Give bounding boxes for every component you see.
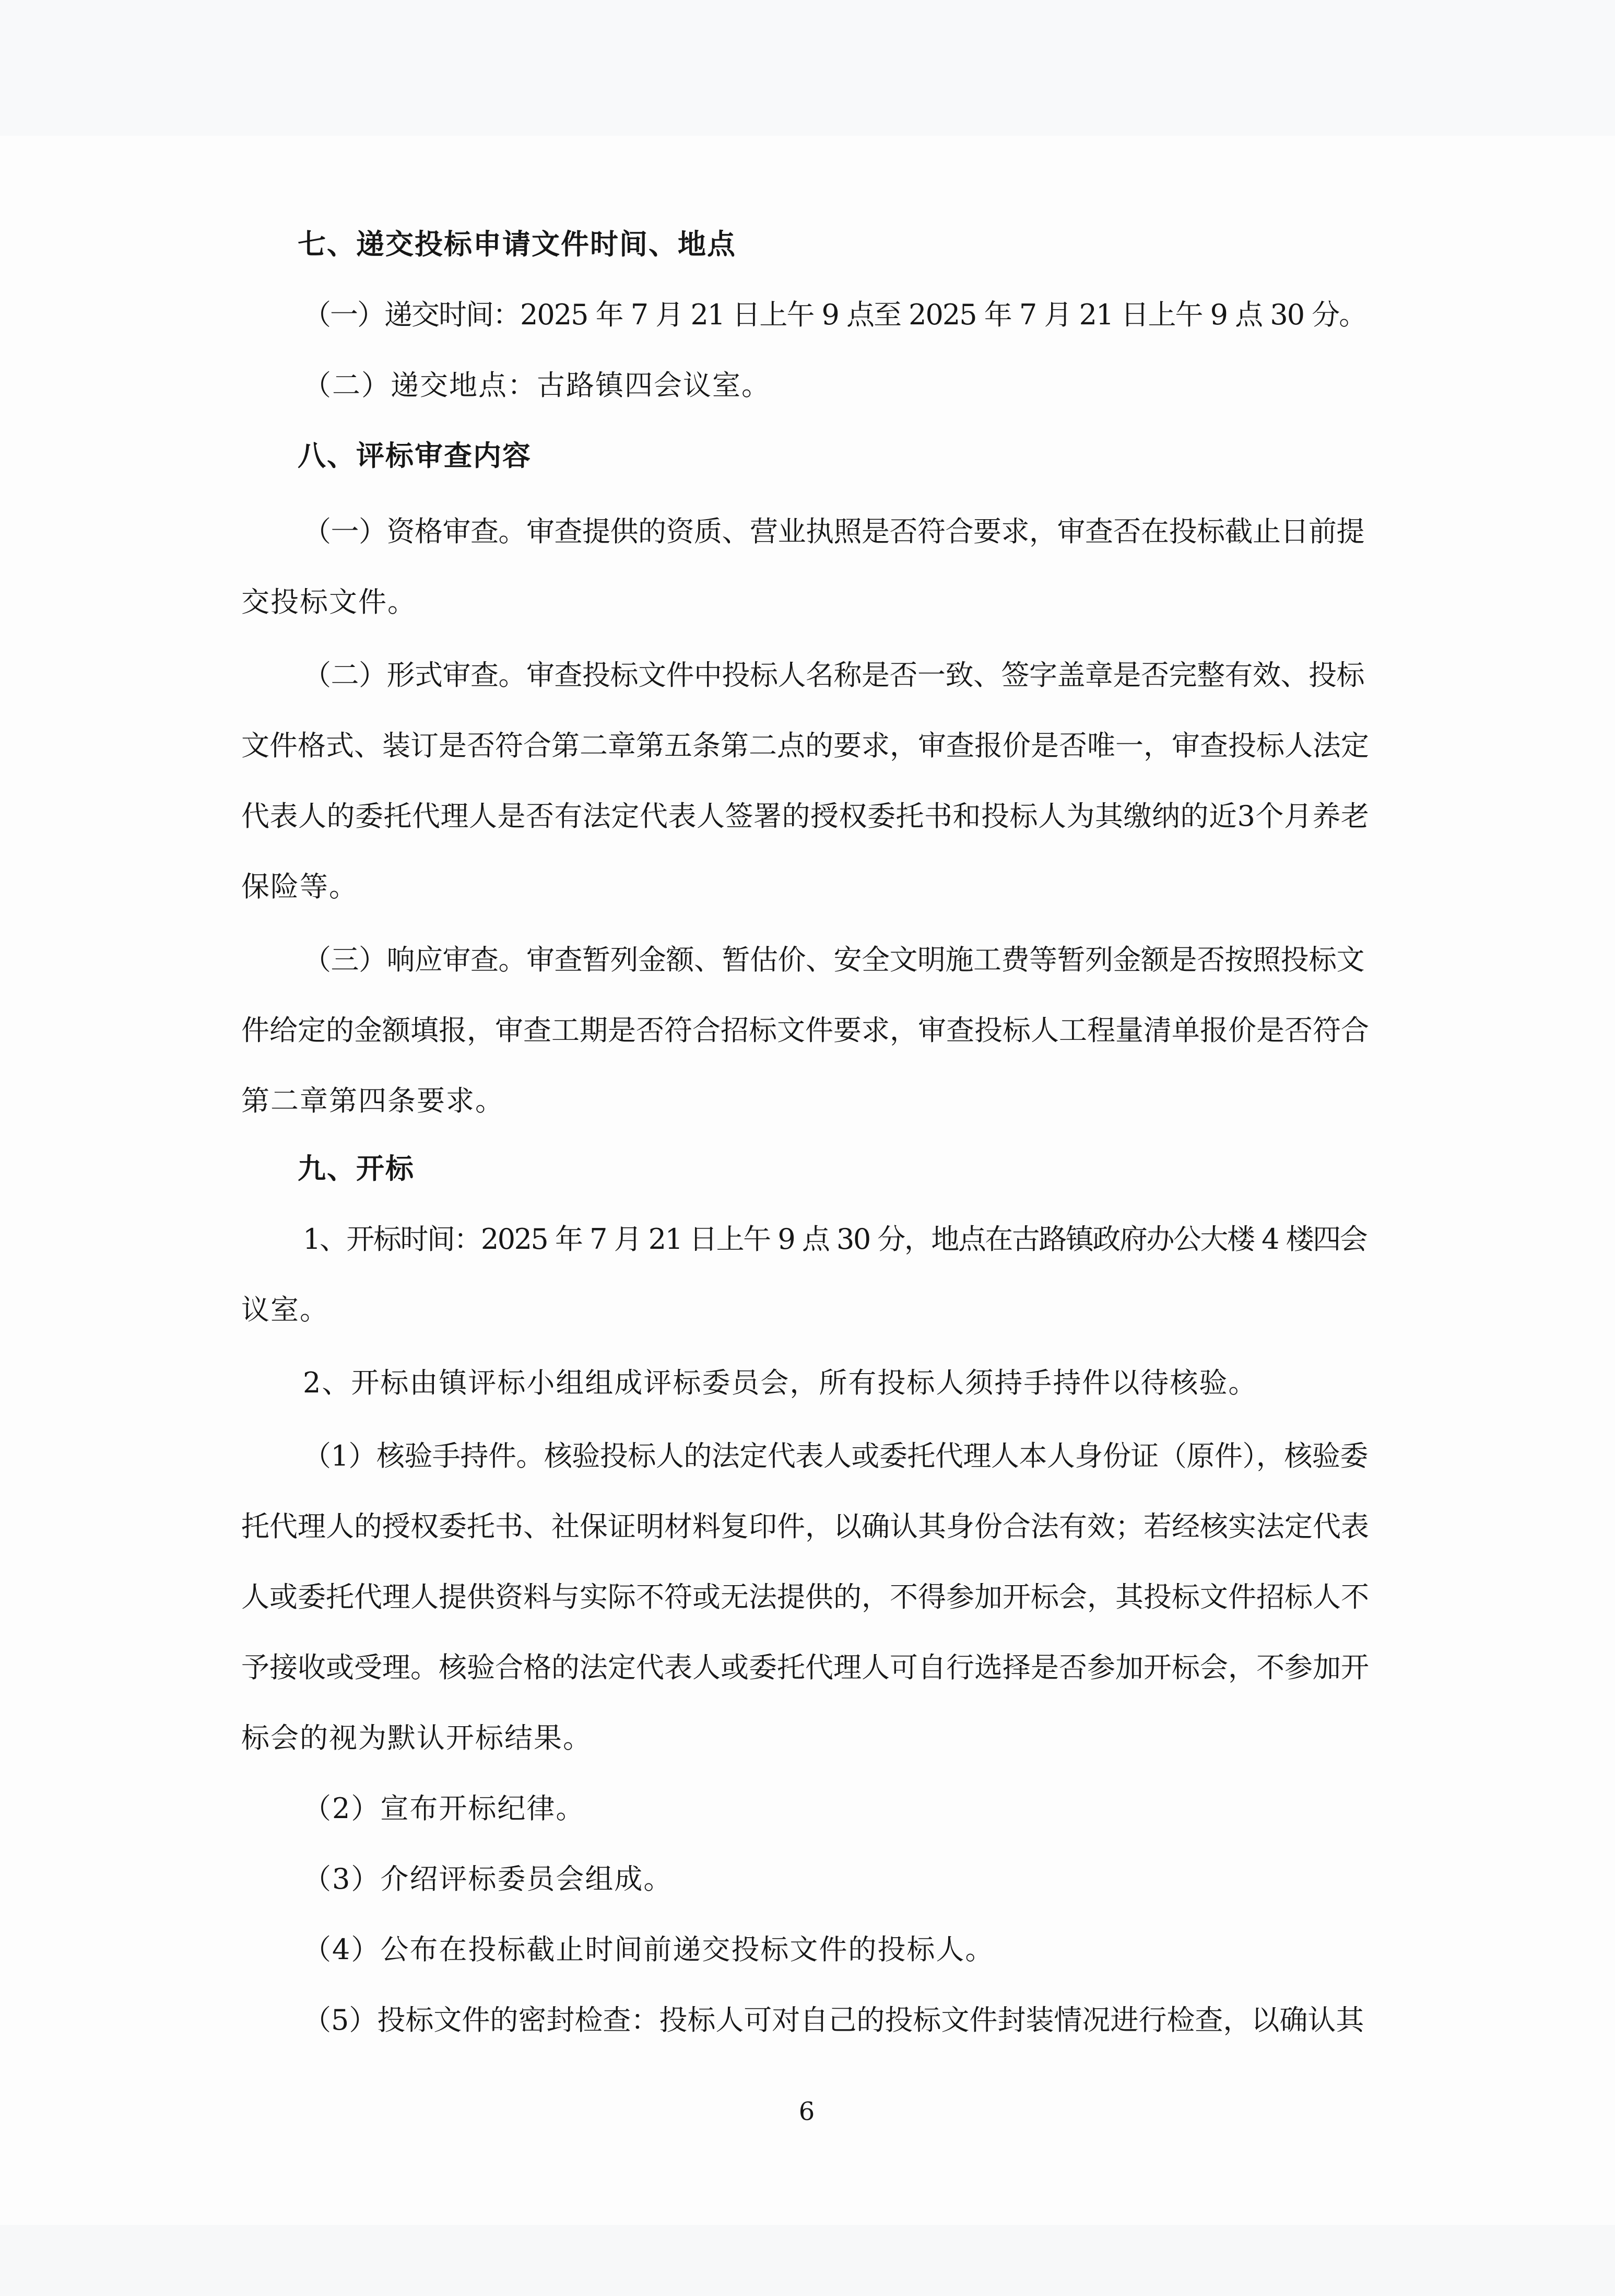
paragraph-line: （二）形式审查。审查投标文件中投标人名称是否一致、签字盖章是否完整有效、投标: [303, 659, 1364, 692]
paragraph-line: 托代理人的授权委托书、社保证明材料复印件，以确认其身份合法有效；若经核实法定代表: [241, 1510, 1369, 1543]
paragraph-line: 2、开标由镇评标小组组成评标委员会，所有投标人须持手持件以待核验。: [303, 1366, 1258, 1399]
section-heading-opening: 九、开标: [298, 1152, 415, 1185]
paragraph-line: 代表人的委托代理人是否有法定代表人签署的授权委托书和投标人为其缴纳的近3个月养老: [241, 800, 1370, 833]
section-heading-review: 八、评标审查内容: [298, 439, 532, 472]
paragraph-line: （1）核验手持件。核验投标人的法定代表人或委托代理人本人身份证（原件），核验委: [303, 1439, 1368, 1472]
paragraph-line: （2）宣布开标纪律。: [303, 1792, 585, 1825]
paragraph-line: 予接收或受理。核验合格的法定代表人或委托代理人可自行选择是否参加开标会，不参加开: [241, 1651, 1369, 1684]
paragraph-line: 1、开标时间：2025 年 7 月 21 日上午 9 点 30 分，地点在古路镇政府办公大楼 4 楼四会: [303, 1223, 1367, 1256]
paragraph-line: 人或委托代理人提供资料与实际不符或无法提供的，不得参加开标会，其投标文件招标人不: [241, 1580, 1369, 1613]
paragraph-line: 保险等。: [241, 870, 358, 903]
paragraph-line: 文件格式、装订是否符合第二章第五条第二点的要求，审查报价是否唯一，审查投标人法定: [241, 729, 1369, 762]
paragraph-line: 件给定的金额填报，审查工期是否符合招标文件要求，审查投标人工程量清单报价是否符合: [241, 1014, 1369, 1047]
paragraph-line: （4）公布在投标截止时间前递交投标文件的投标人。: [303, 1933, 995, 1966]
paragraph-line: 交投标文件。: [241, 585, 417, 618]
paragraph-line: 议室。: [241, 1293, 329, 1326]
scan-shading: [0, 0, 1615, 136]
scan-shading: [0, 2225, 1615, 2296]
paragraph-line: （一）资格审查。审查提供的资质、营业执照是否符合要求，审查否在投标截止日前提: [303, 515, 1364, 548]
paragraph-line: 标会的视为默认开标结果。: [241, 1721, 592, 1754]
page-number: 6: [798, 2097, 815, 2126]
section-heading-submission: 七、递交投标申请文件时间、地点: [298, 227, 736, 261]
paragraph-line: （5）投标文件的密封检查：投标人可对自己的投标文件封装情况进行检查，以确认其: [303, 2004, 1364, 2036]
paragraph-line: （三）响应审查。审查暂列金额、暂估价、安全文明施工费等暂列金额是否按照投标文: [303, 943, 1364, 976]
paragraph-line: 第二章第四条要求。: [241, 1084, 504, 1117]
paragraph-line: （3）介绍评标委员会组成。: [303, 1862, 673, 1895]
paragraph-line: （一）递交时间：2025 年 7 月 21 日上午 9 点至 2025 年 7 月 21 日上午 9 点 30 分。: [303, 298, 1366, 331]
paragraph-line: （二）递交地点：古路镇四会议室。: [303, 369, 771, 402]
